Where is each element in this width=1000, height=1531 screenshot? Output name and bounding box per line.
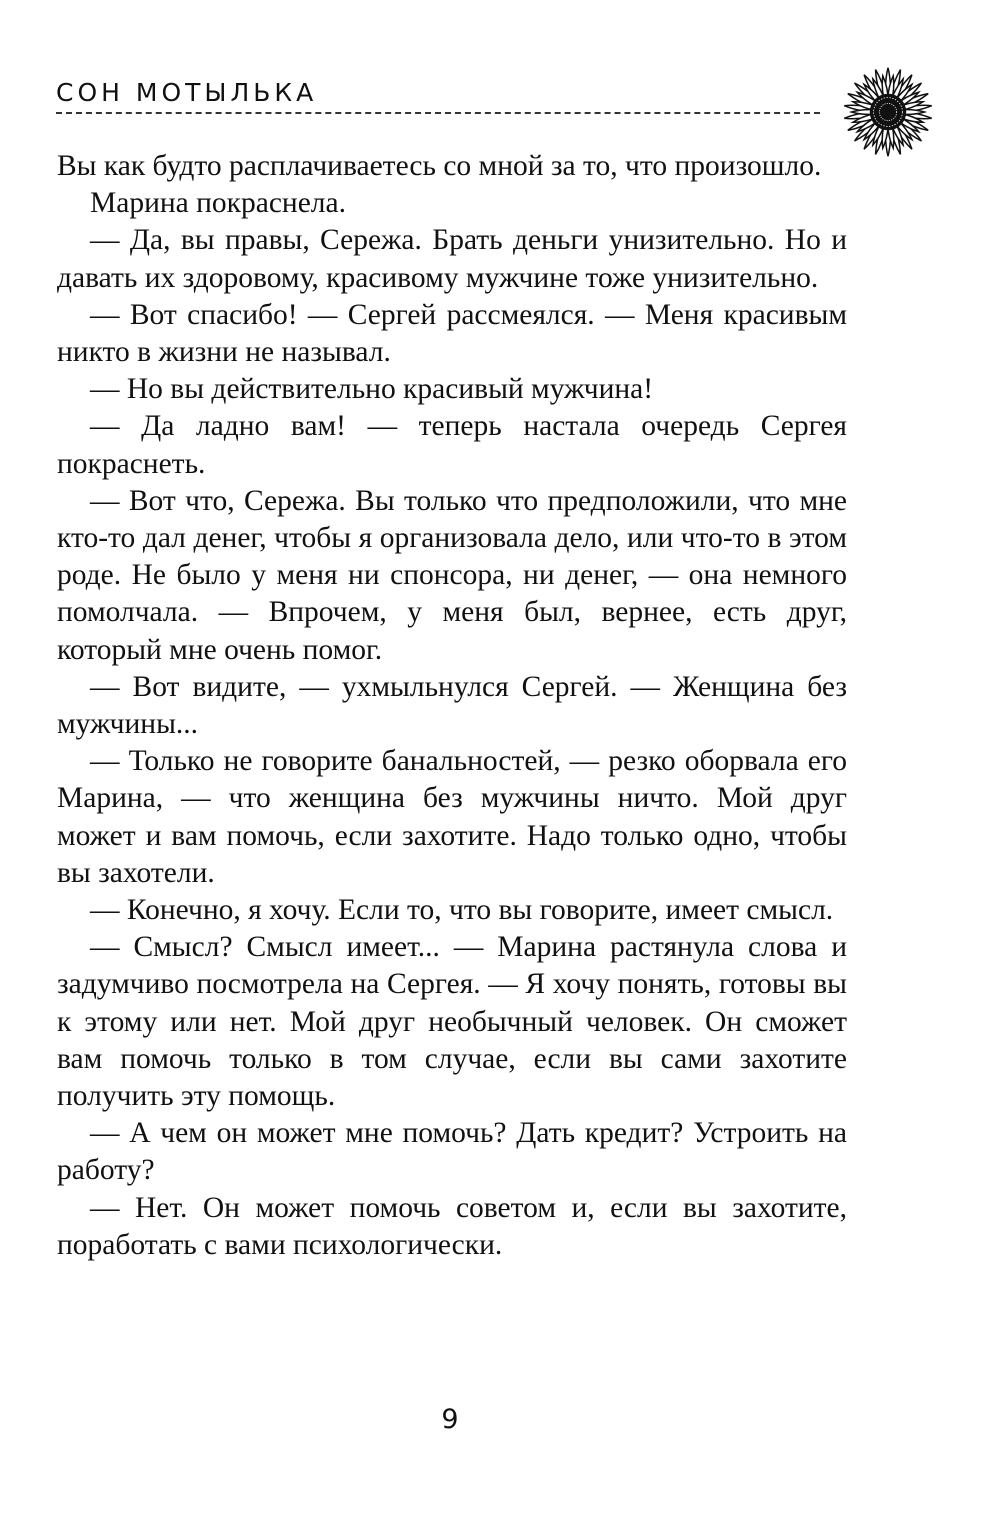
paragraph: — Да ладно вам! — теперь настала очередь Сергея покраснеть. xyxy=(57,410,847,480)
paragraph: — Вот что, Сережа. Вы только что предположили, что мне кто-то дал денег, чтобы я организовала дело, или что-то в этом роде. Не было у меня ни спонсора, ни денег, — она немного помолчала. — Впрочем, у меня был, вернее, есть друг, который мне очень помог. xyxy=(57,484,847,666)
paragraph: Марина покраснела. xyxy=(90,187,346,220)
paragraph: — Да, вы правы, Сережа. Брать деньги унизительно. Но и давать их здоровому, красивому мужчине тоже унизительно. xyxy=(57,224,847,294)
paragraph: — Но вы действительно красивый мужчина! xyxy=(90,373,654,406)
paragraph: Вы как будто расплачиваетесь со мной за то, что произошло. xyxy=(57,150,822,182)
page-number: 9 xyxy=(441,1404,459,1435)
paragraph: — Вот спасибо! — Сергей рассмеялся. — Меня красивым никто в жизни не называл. xyxy=(57,298,847,369)
paragraph: — Смысл? Смысл имеет... — Марина растянула слова и задумчиво посмотрела на Сергея. — Я хочу понять, готовы вы к этому или нет. Мой друг необычный человек. Он сможет вам помочь только в том случае, если вы сами захотите получить эту помощь. xyxy=(57,931,847,1113)
running-title: СОН МОТЫЛЬКА xyxy=(56,78,318,107)
paragraph: — Вот видите, — ухмыльнулся Сергей. — Женщина без мужчины... xyxy=(57,670,847,741)
paragraph: — А чем он может мне помочь? Дать кредит? Устроить на работу? xyxy=(57,1117,847,1187)
header-dashed-rule xyxy=(56,112,820,114)
sunflower-icon xyxy=(840,64,936,160)
paragraph: — Только не говорите банальностей, — резко оборвала его Марина, — что женщина без мужчины ничто. Мой друг может и вам помочь, если захотите. Надо только одно, чтобы вы захотели. xyxy=(57,745,847,889)
paragraph: — Нет. Он может помочь советом и, если вы захотите, поработать с вами психологически. xyxy=(57,1191,847,1261)
paragraph: — Конечно, я хочу. Если то, что вы говорите, имеет смысл. xyxy=(90,894,834,927)
running-header xyxy=(56,78,820,118)
body-text xyxy=(57,148,847,1264)
